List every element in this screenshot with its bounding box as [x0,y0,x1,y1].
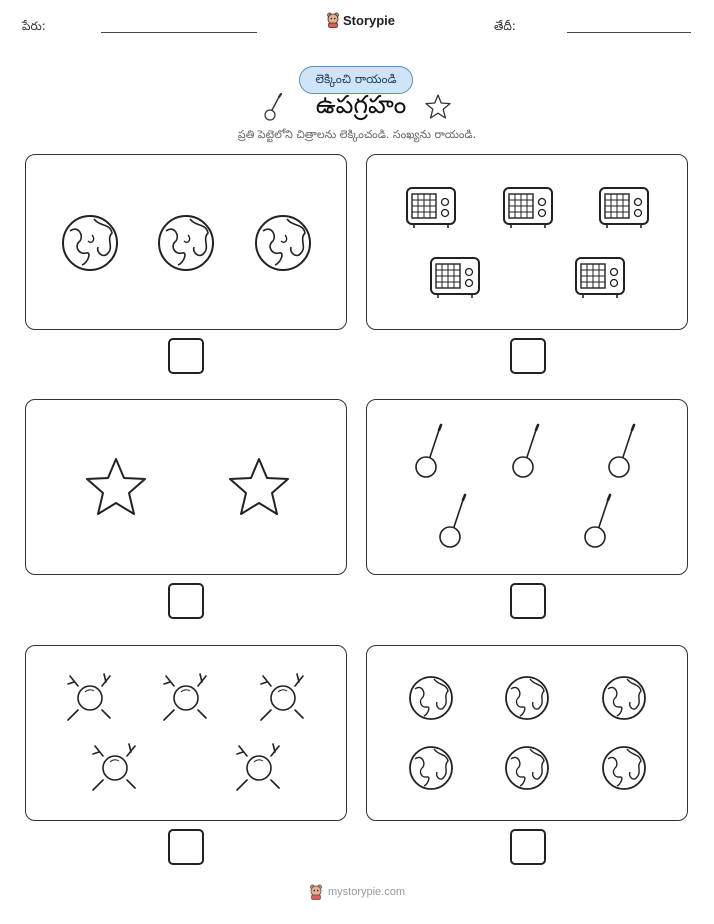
answer-box-2[interactable] [510,338,546,374]
earth-icon [256,216,310,270]
answer-box-5[interactable] [168,829,204,865]
answer-box-3[interactable] [168,583,204,619]
name-label: పేరు: [22,19,46,33]
storypie-mascot-icon [326,12,340,28]
earth-icon [410,747,452,789]
satellite-icon [164,674,206,720]
earth-icon [506,747,548,789]
page-title: ఉపగ్రహం [315,90,407,119]
footer [0,884,714,900]
earth-icon [603,677,645,719]
radio-icon [504,188,552,228]
satellite-dish-icon [585,495,610,547]
instructions: ప్రతి పెట్టెలోని చిత్రాలను లెక్కించండి. సంఖ్యను రాయండి. [237,128,477,141]
satellite-icon [261,674,303,720]
footer-site-link[interactable]: mystorypie.com [327,886,406,898]
storypie-mascot-icon [309,884,323,900]
star-icon [87,459,145,514]
satellite-dish-icon [609,425,634,477]
radio-icon [407,188,455,228]
answer-box-6[interactable] [510,829,546,865]
earth-icon [63,216,117,270]
satellite-icon [237,744,279,790]
count-panel-3 [25,399,347,575]
radio-icon [431,258,479,298]
count-panel-1 [25,154,347,330]
earth-icon [506,677,548,719]
date-label: తేదీ: [494,19,516,33]
count-panel-2 [366,154,688,330]
answer-box-1[interactable] [168,338,204,374]
count-and-write-badge: లెక్కించి రాయండి [299,66,413,94]
satellite-dish-icon [262,92,286,122]
satellite-dish-icon [416,425,441,477]
count-panel-6 [366,645,688,821]
count-panel-5 [25,645,347,821]
radio-icon [576,258,624,298]
earth-icon [603,747,645,789]
satellite-dish-icon [440,495,465,547]
satellite-icon [68,674,110,720]
star-icon [230,459,288,514]
earth-icon [410,677,452,719]
brand-logo [326,12,395,28]
brand-name: Storypie [343,12,396,28]
name-field[interactable] [101,32,257,33]
date-field[interactable] [567,32,691,33]
earth-icon [159,216,213,270]
radio-icon [600,188,648,228]
star-icon [424,93,452,121]
satellite-icon [93,744,135,790]
answer-box-4[interactable] [510,583,546,619]
count-panel-4 [366,399,688,575]
satellite-dish-icon [513,425,538,477]
